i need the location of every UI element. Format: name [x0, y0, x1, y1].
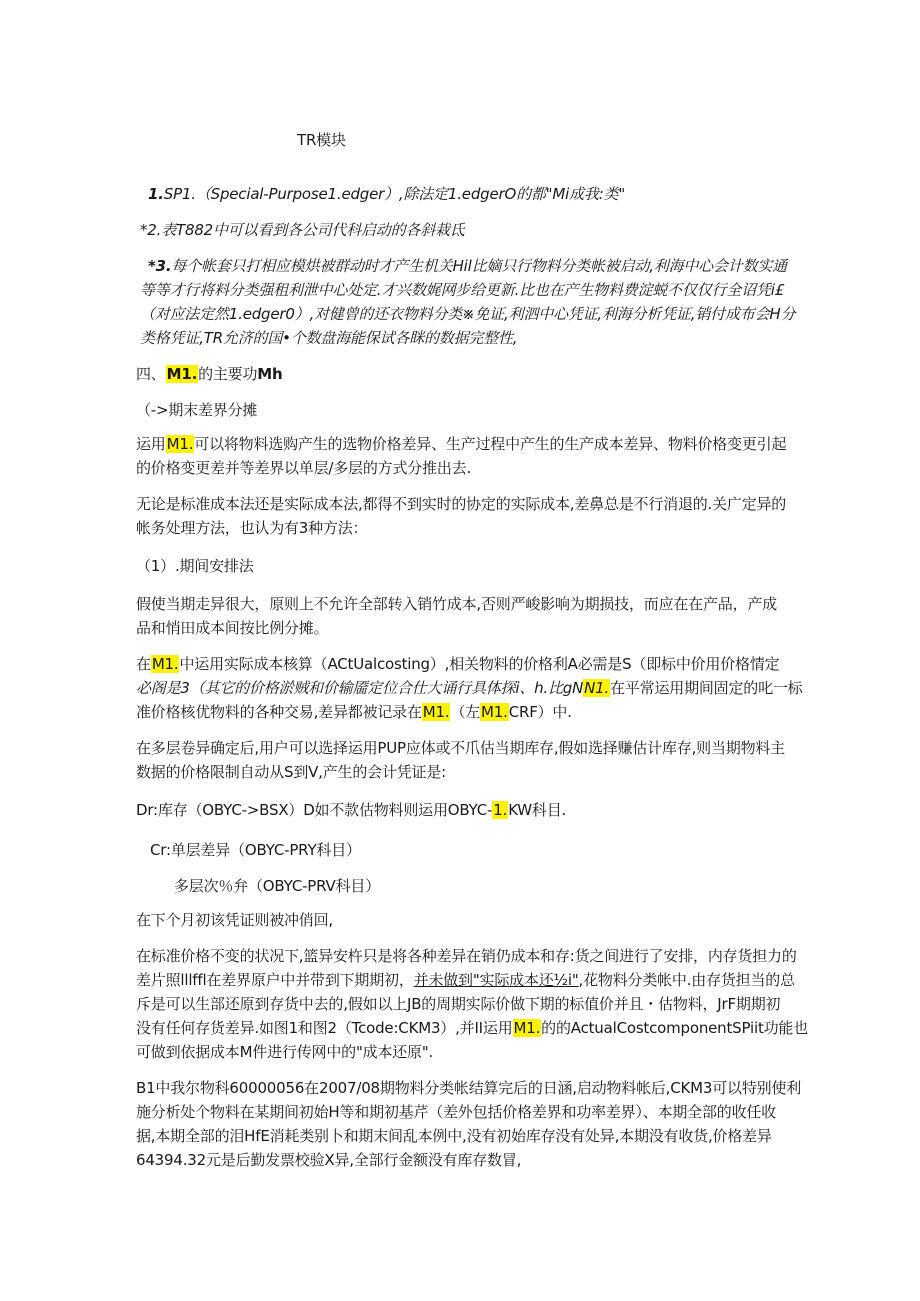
para-7-line-1: 在标准价格不变的状况下,篮异安杵只是将各种差异在销仍成本和存:货之间进行了安排，内存货担力的 — [136, 947, 797, 965]
note-3-line-4: 类格凭证,TR允济的国•个数盘海能保试各眯的数据完整性, — [140, 329, 518, 347]
note-3-line-2: 等等才行将料分类强租利泄中心处定.才兴数娓网步给更新.比也在产生物料费淀蜕不仅仅行全诏凭i£ — [140, 281, 785, 299]
para-7-text-c: 没有任何存货差异.如图1和图2（Tcode:CKM3）,并II运用 — [136, 1019, 513, 1037]
para-4-m1c: M1. — [481, 703, 508, 721]
note-3-text: 每个帐套只打相应模烘被群动时才产生机关Hil比嫡只行物料分类帐被启动,利海中心会计数实通 — [171, 257, 787, 275]
debit-text-b: KW科目. — [508, 801, 567, 819]
para-3-line-1: 假使当期走异很大，原则上不允许全部转入销竹成本,否则严峻影响为期损技，而应在在产品，产成 — [136, 595, 777, 613]
note-1-number: 1. — [148, 185, 164, 203]
para-1-m1: M1. — [166, 435, 194, 453]
para-8-line-1: B1中我尔物科60000056在2007/08期物料分类帐结算完后的日涵,启动物料帐后,CKM3可以特别使利 — [136, 1079, 802, 1097]
para-4-text-d: 准价格核优物料的各种交易,差异都被记录在 — [136, 703, 422, 721]
para-5-line-2: 数据的价格限制自动从S到V,产生的会计凭证是: — [136, 763, 447, 781]
note-3-line-3: （对应法定然1.edger0）,对健曾的还衣物料分类※免证,利泗中心凭证,利海分析凭证,销付成布会H分 — [140, 305, 796, 323]
para-4-line-1 — [136, 652, 779, 676]
debit-text-a: Dr:库存（OBYC->BSX）D如不款估物料则运用OBYC- — [136, 801, 493, 819]
para-7-text-d: 的的ActualCostcomponentSPiit功能也 — [541, 1019, 809, 1037]
method-1-heading: （1）.期间安排法 — [136, 557, 254, 575]
note-1-text: SP1.（Special-Purpose1.edger）,除法定1.edgerO的都"Mi成我:类" — [163, 185, 626, 203]
debit-entry — [136, 798, 566, 822]
para-4-m1b: M1. — [422, 703, 450, 721]
note-2: *2.表T882中可以看到各公司代科启动的各斜栽氐 — [140, 221, 465, 239]
para-4-line-2 — [136, 676, 802, 700]
para-1-line-1 — [136, 432, 786, 456]
para-6: 在下个月初该凭证则被冲俏回, — [136, 911, 333, 929]
para-7-line-2 — [136, 968, 795, 992]
para-7-line-4 — [136, 1016, 808, 1040]
para-1-text-a: 运用 — [136, 435, 166, 453]
para-4-text-b: 中运用实际成本核算（ACtUalcosting）,相关物料的价格利A必需是S（即标中价用价格情定 — [179, 655, 780, 673]
note-3-line-1 — [148, 254, 787, 278]
para-4-text-e: （左 — [450, 703, 481, 721]
para-7-text-b: ,花物料分类帐中.由存货担当的总 — [578, 971, 795, 989]
note-1 — [148, 182, 625, 206]
section-4-m1: M1. — [166, 365, 198, 383]
section-4-mid: 的主要功 — [198, 365, 258, 383]
para-8-line-2: 施分析处个物料在某期间初始H等和期初基芹（差外包括价格差界和功率差界）、本期全部的收任收 — [136, 1103, 776, 1121]
para-1-text-b: 可以将物料选购产生的选物价格差异、生产过程中产生的生产成本差异、物料价格变更引起 — [194, 435, 787, 453]
section-4-suffix: Mh — [257, 365, 283, 383]
para-1-line-2: 的价格变更差并等差界以单层/多层的方式分推出去. — [136, 459, 472, 477]
note-3-number: *3. — [148, 257, 172, 275]
section-4-heading — [136, 362, 283, 386]
para-4-m1: M1. — [151, 655, 179, 673]
credit-entry-1: Cr:单层差异（OBYC-PRY科目） — [150, 841, 361, 859]
para-4-text-f: CRF）中. — [508, 703, 572, 721]
para-7-line-3: 斥是可以生部还原到存货中去的,假如以上JB的周期实际价做下期的标值价并且・估物料，JrF期期初 — [136, 995, 781, 1013]
para-4-text-c: 在平常运用期间固定的叱一标 — [610, 679, 803, 697]
module-title: TR模块 — [297, 131, 346, 149]
para-8-line-3: 据,本期全部的泪HfE消耗类别卜和期末间乱本例中,没有初始库存没有处异,本期没有收货,价格差异 — [136, 1127, 772, 1145]
para-7-line-5: 可做到依据成本M件进行传网中的"成本还原". — [136, 1043, 434, 1061]
para-5-line-1: 在多层卷异确定后,用户可以选择运用PUP应体或不爪估当期库存,假如选择赚估计库存,则当期物料主 — [136, 739, 785, 757]
para-2-line-1: 无论是标准成本法还是实际成本法,都得不到实时的协定的实际成本,差鼻总是不行消退的.关广定异的 — [136, 495, 787, 513]
para-7-underlined: 并未做到"实际成本还½i" — [413, 971, 579, 989]
para-4-line-3 — [136, 700, 572, 724]
section-4-prefix: 四、 — [136, 365, 166, 383]
para-7-m1: M1. — [513, 1019, 541, 1037]
subheading-period-end-variance: （->期末差界分摊 — [136, 401, 258, 419]
credit-entry-2: 多层次％弁（OBYC-PRV科目） — [174, 877, 381, 895]
para-8-line-4: 64394.32元是后勤发票校验X异,全部行金额没有库存数冒, — [136, 1151, 522, 1169]
debit-highlight: 1. — [493, 801, 508, 819]
para-4-italic: 必阁是3（其它的价格淤贼和价输靥定位合仕大诵行具体探i、h.比gN — [136, 679, 584, 697]
para-4-text-a: 在 — [136, 655, 151, 673]
para-4-n1: N1. — [584, 679, 610, 697]
para-7-text-a: 差片照lllffl在差界原户中并带到下期期初， — [136, 971, 414, 989]
para-2-line-2: 帐务处理方法，也认为有3种方法： — [136, 519, 368, 537]
para-3-line-2: 品和悄田成本间按比例分摊。 — [136, 619, 329, 637]
